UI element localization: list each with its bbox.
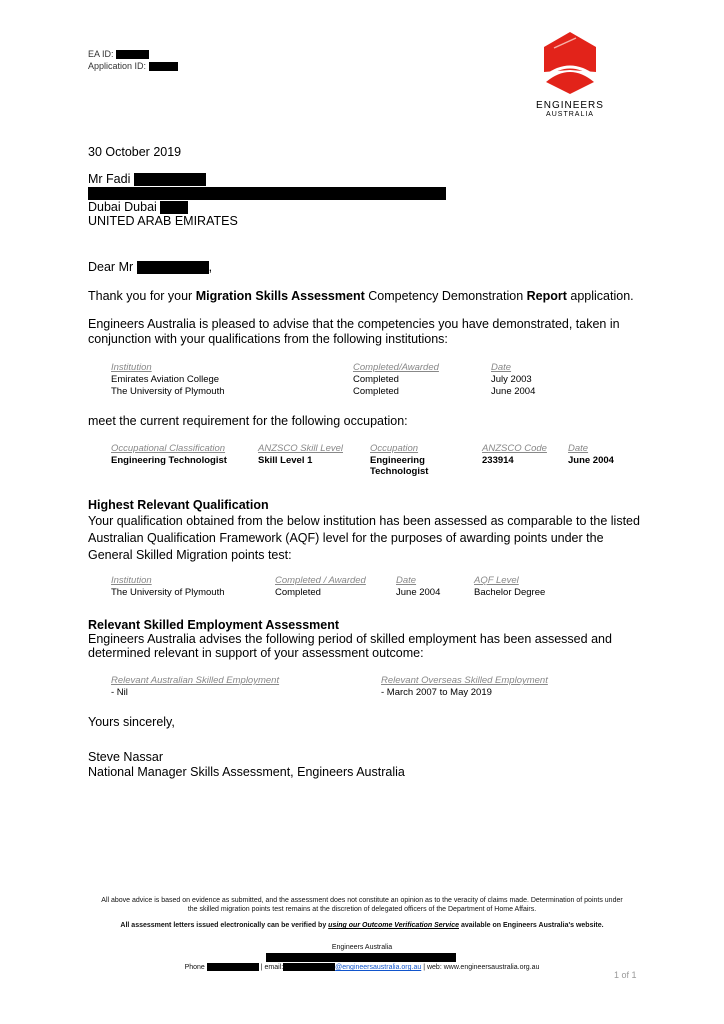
ea-id: EA ID: [88, 49, 149, 59]
redaction [207, 963, 259, 971]
hrq-heading: Highest Relevant Qualification [88, 498, 269, 512]
signer-name: Steve Nassar [88, 750, 164, 764]
rsea-heading: Relevant Skilled Employment Assessment [88, 618, 340, 632]
email-link[interactable]: @engineersaustralia.org.au [335, 963, 422, 971]
disclaimer: All above advice is based on evidence as submitted, and the assessment does not constitute an opinion as to the veracity of claims made. Determination of points under [101, 897, 623, 904]
hrq-text: Your qualification obtained from the below institution has been assessed as comparable to the listed Australian Qualification Framework (AQF) level for the purposes of awarding points under the General Skilled Migration points test: [88, 514, 640, 562]
footer-contact: Phone | email: @engineersaustralia.org.au | web: www.engineersaustralia.org.au [184, 963, 540, 971]
intro: Thank you for your Migration Skills Assessment Competency Demonstration Report application. [88, 289, 634, 303]
redaction [134, 173, 206, 186]
address-country: UNITED ARAB EMIRATES [88, 214, 238, 228]
disclaimer: the skilled migration points test remains at the discretion of delegated officers of the Department of Home Affairs. [187, 906, 537, 913]
page-number: 1 of 1 [614, 970, 637, 980]
redaction [149, 62, 178, 71]
redaction [160, 201, 188, 214]
redaction [266, 953, 456, 962]
closing: Yours sincerely, [88, 715, 175, 729]
address-city: Dubai Dubai [88, 200, 188, 215]
para1: Engineers Australia is pleased to advise that the competencies you have demonstrated, taken in conjunction with your qualifications from the following institutions: [88, 317, 620, 346]
footer-org: Engineers Australia [331, 944, 393, 951]
salutation: Dear Mr , [88, 260, 213, 274]
letter-date: 30 October 2019 [88, 145, 182, 159]
para2: meet the current requirement for the following occupation: [88, 414, 408, 428]
redaction [116, 50, 149, 59]
redaction [283, 963, 335, 971]
verify-note: All assessment letters issued electronically can be verified by using our Outcome Verification Service available on Engineers Australia's website. [120, 922, 604, 929]
application-id: Application ID: [88, 61, 178, 71]
logo-hexagon-icon [542, 30, 598, 96]
address-name: Mr Fadi [88, 172, 206, 187]
signer-title: National Manager Skills Assessment, Engineers Australia [88, 765, 405, 779]
redaction [137, 261, 209, 274]
redaction [88, 187, 446, 200]
rsea-text: Engineers Australia advises the following period of skilled employment has been assessed and determined relevant in support of your assessment outcome: [88, 632, 612, 660]
logo: ENGINEERS AUSTRALIA [520, 30, 620, 118]
verification-link[interactable]: using our Outcome Verification Service [328, 922, 460, 929]
